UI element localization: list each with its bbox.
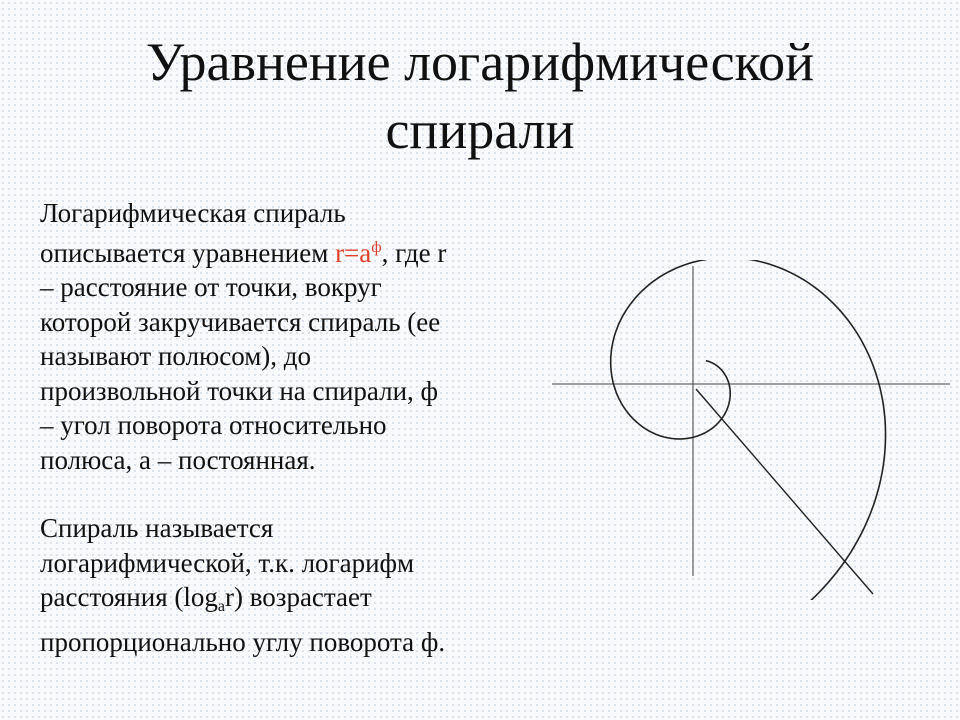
- formula: [335, 238, 382, 268]
- logarithmic-spiral: [540, 260, 960, 600]
- text-line-formula: [40, 231, 560, 271]
- paragraph-definition: [40, 196, 560, 477]
- text-line: Логарифмическая спираль: [40, 198, 346, 228]
- text-line: Спираль называется: [40, 513, 274, 543]
- text-line: называют полюсом), до: [40, 341, 312, 371]
- text-line: пропорционально углу поворота ф.: [40, 626, 446, 657]
- radius-line: [696, 389, 873, 594]
- text-line: произвольной точки на спирали, ф: [40, 375, 439, 406]
- slide-body: [40, 196, 560, 659]
- text-line: – угол поворота относительно: [40, 410, 387, 440]
- text-fragment: расстояния (log: [40, 582, 218, 612]
- log-base: a: [217, 598, 225, 615]
- title-line-2: спирали: [385, 100, 575, 160]
- formula-exponent: ф: [371, 238, 382, 256]
- paragraph-explanation: [40, 511, 560, 659]
- text-line: полюса, а – постоянная.: [40, 444, 316, 475]
- text-line-log: [40, 580, 560, 625]
- text-fragment: , где r: [381, 237, 447, 268]
- text-line: которой закручивается спираль (ее: [40, 306, 441, 337]
- text-fragment: описывается уравнением: [40, 237, 336, 268]
- text-fragment: r) возрастает: [224, 582, 372, 612]
- slide-title: [40, 28, 920, 164]
- spiral-diagram: [540, 260, 960, 600]
- title-line-1: Уравнение логарифмической: [146, 32, 814, 92]
- formula-base: r=a: [335, 237, 372, 268]
- text-line: – расстояние от точки, вокруг: [40, 272, 382, 302]
- text-line: логарифмической, т.к. логарифм: [40, 547, 415, 578]
